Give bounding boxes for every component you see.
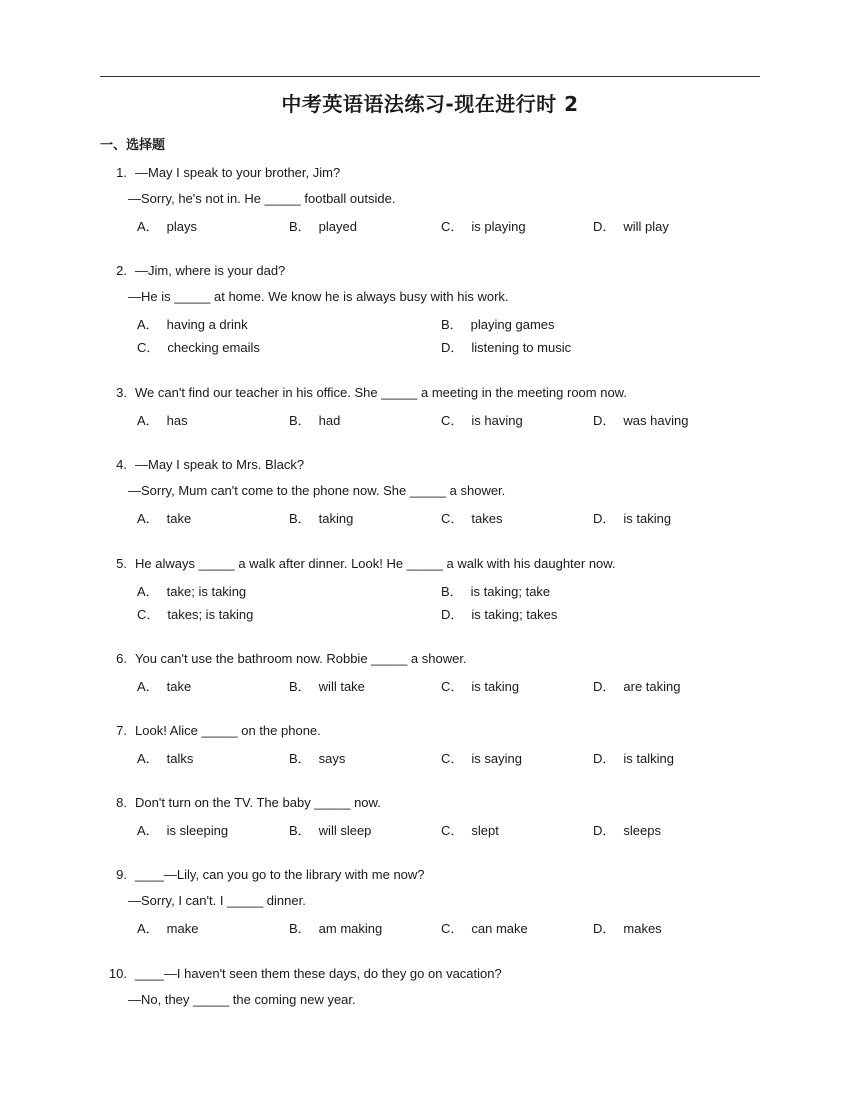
option-text: was having [623, 413, 689, 428]
option-text: take; is taking [166, 584, 247, 599]
option-letter: D． [593, 751, 616, 766]
question-text: He always _____ a walk after dinner. Look! He _____ a walk with his daughter now. [135, 556, 616, 571]
answer-option[interactable] [593, 676, 680, 695]
question-text: —Sorry, Mum can't come to the phone now. She _____ a shower. [128, 483, 506, 498]
option-letter: D． [441, 607, 464, 622]
answer-option[interactable] [137, 216, 197, 235]
option-letter: D． [441, 340, 464, 355]
question-text: —Jim, where is your dad? [135, 263, 286, 278]
answer-option[interactable] [441, 581, 550, 600]
option-text: says [318, 751, 346, 766]
option-letter: B． [441, 317, 463, 332]
question-number: 8. [116, 795, 127, 810]
option-text: checking emails [167, 340, 260, 355]
option-text: take [166, 511, 192, 526]
option-text: takes [471, 511, 503, 526]
option-letter: A． [137, 317, 159, 332]
answer-option[interactable] [137, 581, 246, 600]
answer-option[interactable] [289, 748, 345, 767]
answer-option[interactable] [137, 410, 188, 429]
answer-option[interactable] [137, 676, 191, 695]
answer-option[interactable] [137, 604, 253, 623]
answer-option[interactable] [441, 410, 523, 429]
question-text: —Sorry, he's not in. He _____ football outside. [128, 191, 396, 206]
question-text: ____—I haven't seen them these days, do they go on vacation? [135, 966, 502, 981]
question-text: —May I speak to your brother, Jim? [135, 165, 341, 180]
question-text: —May I speak to Mrs. Black? [135, 457, 305, 472]
answer-option[interactable] [137, 314, 248, 333]
option-letter: A． [137, 413, 159, 428]
option-text: is having [471, 413, 523, 428]
option-letter: C． [441, 511, 464, 526]
answer-option[interactable] [137, 337, 260, 356]
answer-option[interactable] [441, 508, 502, 527]
option-text: sleeps [623, 823, 661, 838]
option-letter: D． [593, 511, 616, 526]
answer-option[interactable] [441, 918, 528, 937]
option-letter: C． [441, 751, 464, 766]
option-text: will play [623, 219, 669, 234]
option-letter: C． [137, 607, 160, 622]
answer-option[interactable] [137, 748, 193, 767]
question-text: —No, they _____ the coming new year. [128, 992, 356, 1007]
page-title: 中考英语语法练习-现在进行时 2 [281, 92, 579, 116]
question-number: 1. [116, 165, 127, 180]
answer-option[interactable] [441, 748, 522, 767]
option-letter: B． [289, 679, 311, 694]
option-letter: D． [593, 823, 616, 838]
question-number: 10. [108, 966, 127, 981]
option-text: are taking [623, 679, 681, 694]
option-text: makes [623, 921, 662, 936]
question-number: 9. [116, 867, 127, 882]
section-heading: 一、选择题 [100, 138, 166, 153]
option-text: will sleep [318, 823, 372, 838]
option-text: talks [166, 751, 194, 766]
answer-option[interactable] [593, 508, 671, 527]
answer-option[interactable] [441, 676, 519, 695]
option-text: had [318, 413, 341, 428]
option-text: can make [471, 921, 528, 936]
option-letter: D． [593, 921, 616, 936]
question-text: You can't use the bathroom now. Robbie _____ a shower. [135, 651, 467, 666]
option-letter: D． [593, 219, 616, 234]
option-letter: A． [137, 823, 159, 838]
option-text: having a drink [166, 317, 248, 332]
option-text: is taking [471, 679, 520, 694]
answer-option[interactable] [137, 918, 198, 937]
option-letter: B． [289, 413, 311, 428]
option-letter: C． [441, 413, 464, 428]
answer-option[interactable] [289, 508, 353, 527]
option-text: will take [318, 679, 365, 694]
option-letter: B． [441, 584, 463, 599]
answer-option[interactable] [289, 410, 340, 429]
option-text: taking [318, 511, 354, 526]
option-letter: B． [289, 921, 311, 936]
answer-option[interactable] [441, 216, 526, 235]
option-letter: C． [441, 921, 464, 936]
option-letter: B． [289, 823, 311, 838]
option-text: slept [471, 823, 499, 838]
question-number: 6. [116, 651, 127, 666]
answer-option[interactable] [593, 216, 669, 235]
answer-option[interactable] [593, 748, 674, 767]
option-letter: C． [441, 219, 464, 234]
answer-option[interactable] [441, 337, 571, 356]
option-text: is taking; take [470, 584, 551, 599]
option-text: is playing [471, 219, 526, 234]
question-number: 5. [116, 556, 127, 571]
option-text: is taking; takes [471, 607, 558, 622]
answer-option[interactable] [593, 918, 662, 937]
option-letter: A． [137, 584, 159, 599]
question-text: —He is _____ at home. We know he is always busy with his work. [128, 289, 509, 304]
option-letter: A． [137, 921, 159, 936]
question-number: 2. [116, 263, 127, 278]
option-letter: C． [441, 823, 464, 838]
question-number: 7. [116, 723, 127, 738]
option-letter: A． [137, 219, 159, 234]
option-text: is saying [471, 751, 522, 766]
option-text: playing games [470, 317, 555, 332]
answer-option[interactable] [289, 820, 371, 839]
option-text: listening to music [471, 340, 572, 355]
option-text: is taking [623, 511, 672, 526]
option-letter: B． [289, 511, 311, 526]
option-letter: B． [289, 751, 311, 766]
answer-option[interactable] [593, 410, 688, 429]
answer-option[interactable] [593, 820, 661, 839]
answer-option[interactable] [137, 508, 191, 527]
question-text: Look! Alice _____ on the phone. [135, 723, 321, 738]
answer-option[interactable] [441, 314, 555, 333]
question-text: —Sorry, I can't. I _____ dinner. [128, 893, 306, 908]
question-text: We can't find our teacher in his office. She _____ a meeting in the meeting room now. [135, 385, 627, 400]
option-text: plays [166, 219, 198, 234]
header-rule [100, 76, 760, 77]
option-text: has [166, 413, 188, 428]
option-letter: C． [441, 679, 464, 694]
answer-option[interactable] [289, 676, 365, 695]
answer-option[interactable] [289, 216, 357, 235]
option-text: takes; is taking [167, 607, 254, 622]
answer-option[interactable] [441, 820, 499, 839]
option-text: take [166, 679, 192, 694]
option-text: am making [318, 921, 383, 936]
answer-option[interactable] [289, 918, 382, 937]
option-text: is talking [623, 751, 674, 766]
answer-option[interactable] [137, 820, 228, 839]
option-letter: C． [137, 340, 160, 355]
question-text: Don't turn on the TV. The baby _____ now. [135, 795, 381, 810]
question-text: ____—Lily, can you go to the library with me now? [135, 867, 425, 882]
option-text: played [318, 219, 357, 234]
option-text: is sleeping [166, 823, 229, 838]
option-letter: D． [593, 413, 616, 428]
option-text: make [166, 921, 199, 936]
option-letter: A． [137, 679, 159, 694]
option-letter: A． [137, 751, 159, 766]
question-number: 3. [116, 385, 127, 400]
option-letter: A． [137, 511, 159, 526]
option-letter: D． [593, 679, 616, 694]
question-number: 4. [116, 457, 127, 472]
option-letter: B． [289, 219, 311, 234]
answer-option[interactable] [441, 604, 557, 623]
